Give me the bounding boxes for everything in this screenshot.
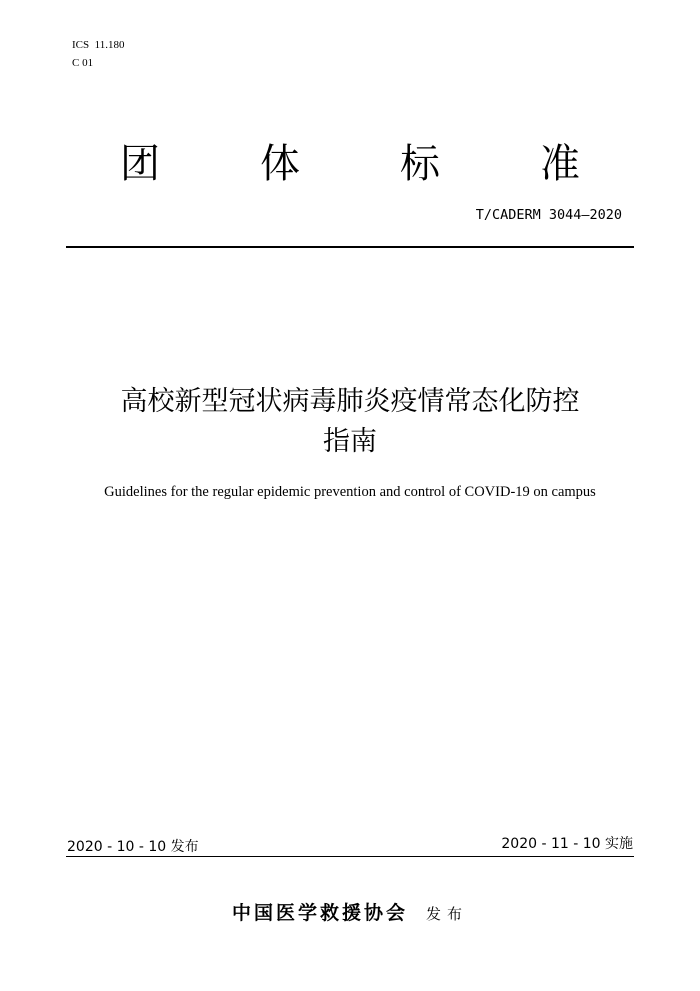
publisher-organization: 中国医学救援协会 — [231, 902, 408, 924]
standard-type-heading — [120, 138, 580, 190]
title-cn-line-2: 指南 — [323, 426, 377, 457]
standard-type-char-3: 标 — [400, 141, 440, 187]
ics-code: ICS 11.180 — [72, 39, 125, 51]
document-title-english: Guidelines for the regular epidemic prevention and control of COVID-19 on campus — [104, 484, 596, 500]
footer-divider — [66, 856, 634, 857]
title-cn-line-1: 高校新型冠状病毒肺炎疫情常态化防控 — [120, 386, 580, 417]
header-divider — [66, 246, 634, 248]
classification-codes — [72, 36, 124, 72]
publisher-action: 发布 — [426, 905, 469, 923]
standard-type-char-1: 团 — [120, 141, 160, 187]
issue-date: 2020 - 10 - 10 发布 — [67, 839, 199, 855]
implementation-date: 2020 - 11 - 10 实施 — [501, 836, 633, 852]
document-title-chinese — [40, 382, 660, 462]
standard-code: T/CADERM 3044—2020 — [475, 207, 622, 223]
standard-type-char-2: 体 — [260, 141, 300, 187]
publisher-line — [0, 900, 700, 927]
standard-type-char-4: 准 — [540, 141, 580, 187]
ccs-code: C 01 — [72, 57, 94, 69]
